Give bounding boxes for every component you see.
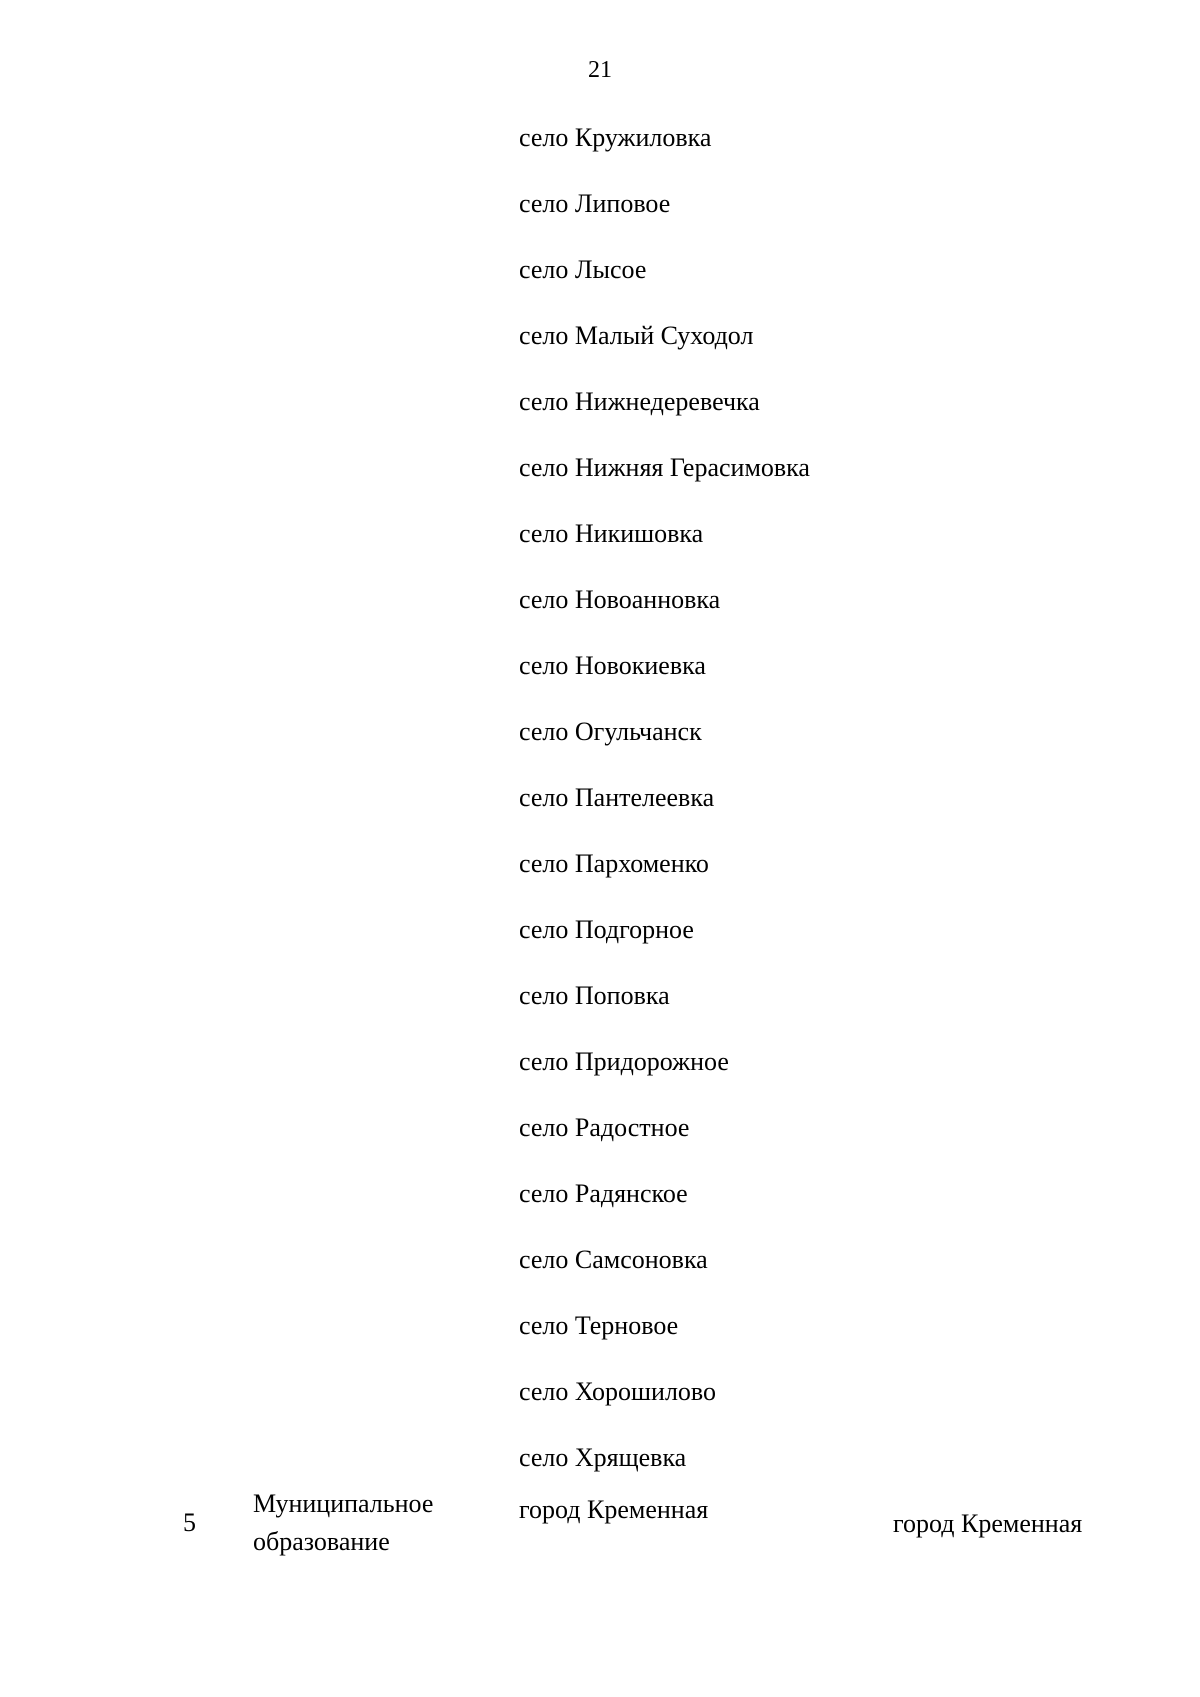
settlement-item: село Огульчанск	[519, 717, 702, 746]
settlement-item: село Придорожное	[519, 1047, 729, 1076]
settlement-item: село Новокиевка	[519, 651, 706, 680]
settlement-item: село Подгорное	[519, 915, 694, 944]
settlement-item: село Нижнедеревечка	[519, 387, 760, 416]
settlement-item: село Малый Суходол	[519, 321, 754, 350]
settlement-item: село Никишовка	[519, 519, 704, 548]
mo-name-line: Муниципальное	[253, 1489, 434, 1518]
settlement-list	[519, 120, 810, 1506]
page-number: 21	[588, 57, 612, 83]
mo-settlement: город Кременная	[519, 1495, 709, 1524]
settlement-item: село Хорошилово	[519, 1377, 717, 1406]
mo-name-line: образование	[253, 1527, 390, 1556]
settlement-item: село Радостное	[519, 1113, 690, 1142]
settlement-item: село Терновое	[519, 1311, 679, 1340]
settlement-item: село Пантелеевка	[519, 783, 715, 812]
municipal-formation-name	[253, 1485, 493, 1561]
settlement-item: село Новоанновка	[519, 585, 721, 614]
settlement-item: село Пархоменко	[519, 849, 709, 878]
row-number: 5	[183, 1508, 196, 1537]
settlement-item: село Самсоновка	[519, 1245, 708, 1274]
settlement-item: село Лысое	[519, 255, 647, 284]
settlement-item: село Кружиловка	[519, 123, 712, 152]
administrative-center: город Кременная	[893, 1509, 1083, 1538]
settlement-item: село Липовое	[519, 189, 671, 218]
settlement-item: село Нижняя Герасимовка	[519, 453, 810, 482]
settlement-item: село Хрящевка	[519, 1443, 687, 1472]
settlement-item: село Радянское	[519, 1179, 688, 1208]
settlement-item: село Поповка	[519, 981, 670, 1010]
